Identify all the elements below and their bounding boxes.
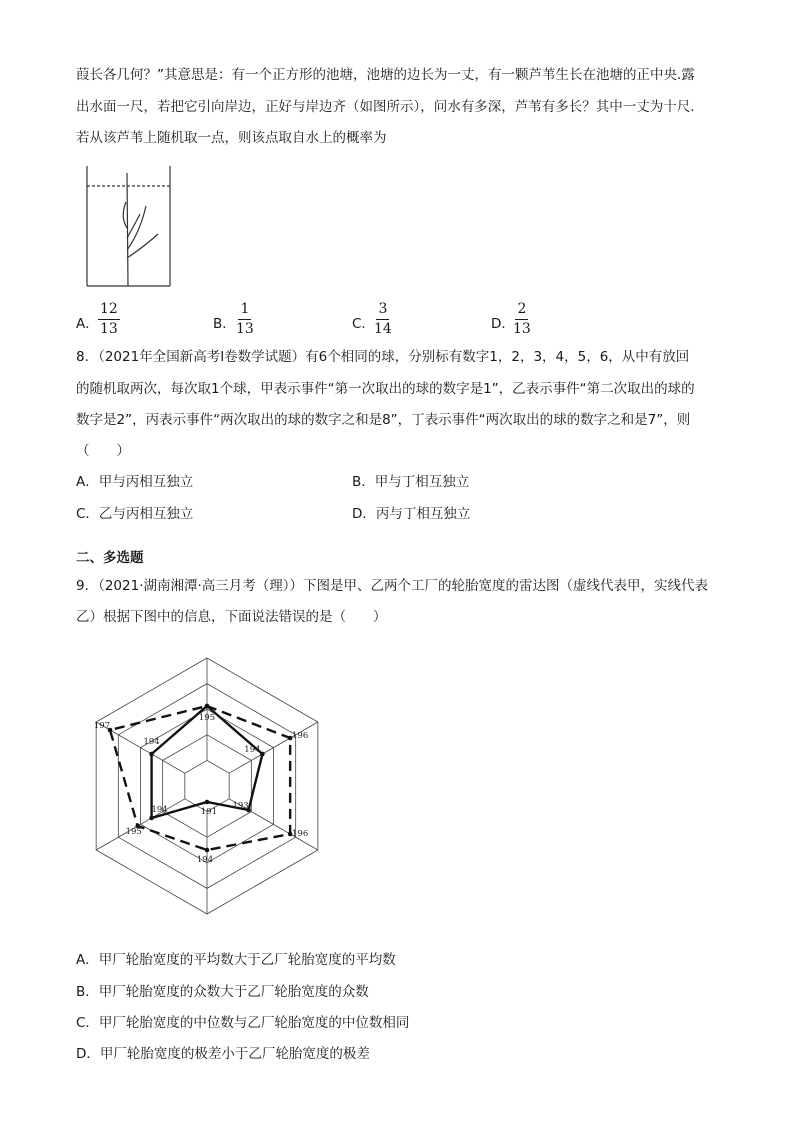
q8-option-c: C．乙与丙相互独立: [76, 506, 194, 522]
radar-point-solid-0: [205, 704, 210, 709]
section-heading: 二、多选题: [76, 550, 144, 566]
radar-label-inner-2: 191: [200, 807, 218, 817]
radar-point-solid-4: [149, 816, 154, 821]
radar-grid: [93, 658, 318, 914]
q8-option-d: D．丙与丁相互独立: [352, 506, 471, 522]
radar-label-inner-4: 194: [143, 737, 160, 747]
radar-label-outer-0: 195: [198, 713, 216, 723]
q7-option-b-letter: B．: [213, 316, 236, 332]
q8-text-line-2: 的随机取两次，每次取1个球，甲表示事件“第一次取出的球的数字是1”，乙表示事件“第二次取出的球的: [76, 381, 695, 397]
q8-option-b: B．甲与丁相互独立: [352, 474, 470, 490]
q7-text-line-2: 出水面一尺，若把它引向岸边，正好与岸边齐（如图所示），问水有多深，芦苇有多长？其中一丈为十尺.: [76, 99, 695, 115]
q9-option-b: B．甲厂轮胎宽度的众数大于乙厂轮胎宽度的众数: [76, 984, 369, 1000]
radar-point-solid-3: [205, 800, 210, 805]
q7-option-b-fraction: $\frac{1}{13}$: [236, 301, 254, 337]
radar-labels: [94, 713, 308, 865]
q7-option-d-fraction: $\frac{2}{13}$: [513, 301, 531, 337]
radar-label-outer-2: 196: [292, 829, 309, 839]
q7-text-line-1: 葭长各几何？”其意思是：有一个正方形的池塘，池塘的边长为一丈，有一颗芦苇生长在池塘的正中央.露: [76, 67, 695, 83]
q8-text-line-4: （ ）: [76, 443, 130, 459]
radar-label-inner-0: 194: [244, 745, 261, 755]
q7-option-d-letter: D．: [491, 316, 515, 332]
radar-label-outer-1: 196: [292, 731, 309, 741]
radar-label-outer-5: 197: [93, 721, 111, 731]
radar-point-solid-5: [149, 752, 154, 757]
q7-text-line-3: 若从该芦苇上随机取一点，则该点取自水上的概率为: [76, 130, 387, 146]
radar-label-inner-1: 193: [232, 801, 249, 811]
radar-point-dashed-3: [205, 848, 210, 853]
reed-pond-figure: [80, 162, 176, 292]
radar-point-solid-1: [260, 752, 265, 757]
q9-option-d: D．甲厂轮胎宽度的极差小于乙厂轮胎宽度的极差: [76, 1046, 370, 1062]
radar-label-inner-3: 194: [151, 805, 168, 815]
q7-option-a-fraction: $\frac{12}{13}$: [100, 301, 118, 337]
q8-text-line-3: 数字是2”，丙表示事件“两次取出的球的数字之和是8”，丁表示事件“两次取出的球的数字之和是7”，则: [76, 412, 691, 428]
q8-option-a: A．甲与丙相互独立: [76, 474, 194, 490]
radar-chart: [76, 640, 346, 935]
radar-label-outer-3: 194: [196, 855, 214, 865]
q7-option-a-letter: A．: [76, 316, 99, 332]
q7-option-c-letter: C．: [352, 316, 375, 332]
q9-option-c: C．甲厂轮胎宽度的中位数与乙厂轮胎宽度的中位数相同: [76, 1015, 410, 1031]
q9-text-line-1: 9．（2021·湖南湘潭·高三月考（理））下图是甲、乙两个工厂的轮胎宽度的雷达图（虚线代表甲，实线代表: [76, 578, 709, 594]
q9-text-line-2: 乙）根据下图中的信息，下面说法错误的是（ ）: [76, 609, 387, 625]
q8-text-line-1: 8．（2021年全国新高考Ⅰ卷数学试题）有6个相同的球，分别标有数字1，2，3，4，5，6，从中有放回: [76, 349, 690, 365]
q9-option-a: A．甲厂轮胎宽度的平均数大于乙厂轮胎宽度的平均数: [76, 952, 396, 968]
q7-option-c-fraction: $\frac{3}{14}$: [374, 301, 392, 337]
radar-label-outer-4: 195: [125, 827, 142, 837]
